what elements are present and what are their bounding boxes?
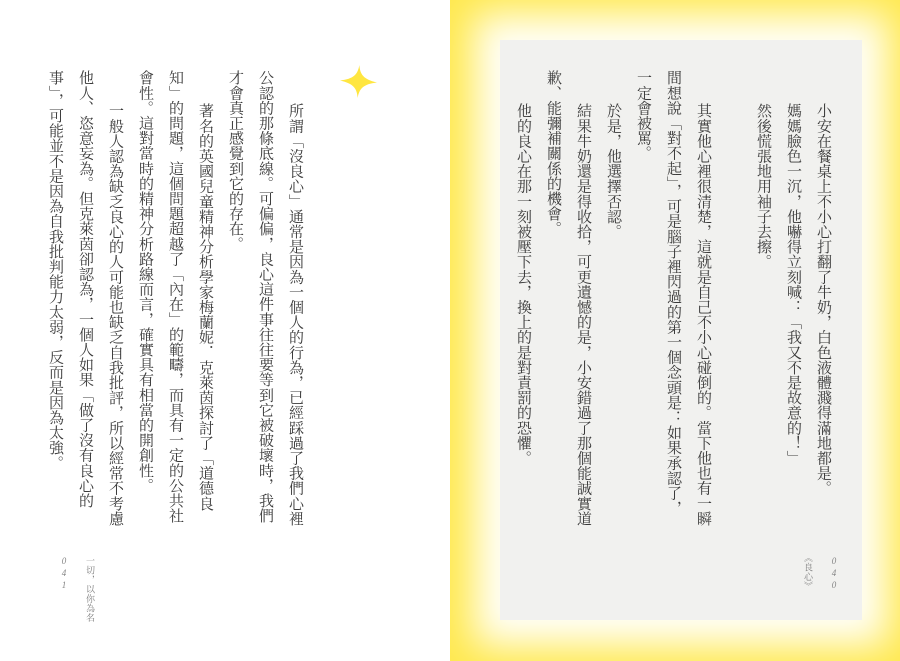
right-page-text: [508, 70, 838, 526]
paragraph-right-6: 結果牛奶還是得收拾，可更遺憾的是，小安錯過了那個能誠實道歉、能彌補關係的機會。: [545, 70, 591, 526]
paragraph-right-3: 然後慌張地用袖子去擦。: [755, 103, 771, 270]
paragraph-right-7: 他的良心在那一刻被壓下去，換上的是對責罰的恐懼。: [515, 103, 531, 466]
paragraph-left-3: 一般人認為缺乏良心的人可能也缺乏自我批評，所以經常不考慮他人、恣意妄為。但克萊茵卻認為，一個人如果「做了沒有良心的事」，可能並不是因為自我批判能力太弱，反而是因為太強。: [47, 70, 123, 526]
sparkle-icon: [339, 64, 378, 99]
paragraph-right-5: 於是，他選擇否認。: [605, 103, 621, 239]
paragraph-right-4: 其實他心裡很清楚，這就是自己不小心碰倒的。當下他也有一瞬間想說「對不起」，可是腦子裡閃過的第一個念頭是：如果承認了，一定會被罵。: [635, 70, 711, 526]
paragraph-left-2: 著名的英國兒童精神分析學家梅蘭妮．克萊茵探討了「道德良知」的問題，這個問題超越了「內在」的範疇，而具有一定的公共社會性。這對當時的精神分析路線而言，確實具有相當的開創性。: [137, 70, 213, 523]
chapter-title-footer: 《良心》: [803, 553, 813, 591]
page-right[interactable]: [450, 0, 900, 661]
paragraph-right-1: 小安在餐桌上不小心打翻了牛奶，白色液體濺得滿地都是。: [815, 103, 831, 496]
book-title-footer: 一切，以你為名: [85, 556, 95, 623]
right-page-number: 040: [829, 556, 839, 592]
paragraph-left-1: 所謂「沒良心」通常是因為一個人的行為，已經踩過了我們心裡公認的那條底線。可偏偏，良心這件事往往要等到它被破壞時，我們才會真正感覺到它的存在。: [227, 70, 303, 526]
left-page-text: [40, 70, 310, 526]
paragraph-right-2: 媽媽臉色一沉，他嚇得立刻喊：「我又不是故意的！」: [785, 103, 801, 466]
left-page-number: 041: [59, 556, 69, 592]
